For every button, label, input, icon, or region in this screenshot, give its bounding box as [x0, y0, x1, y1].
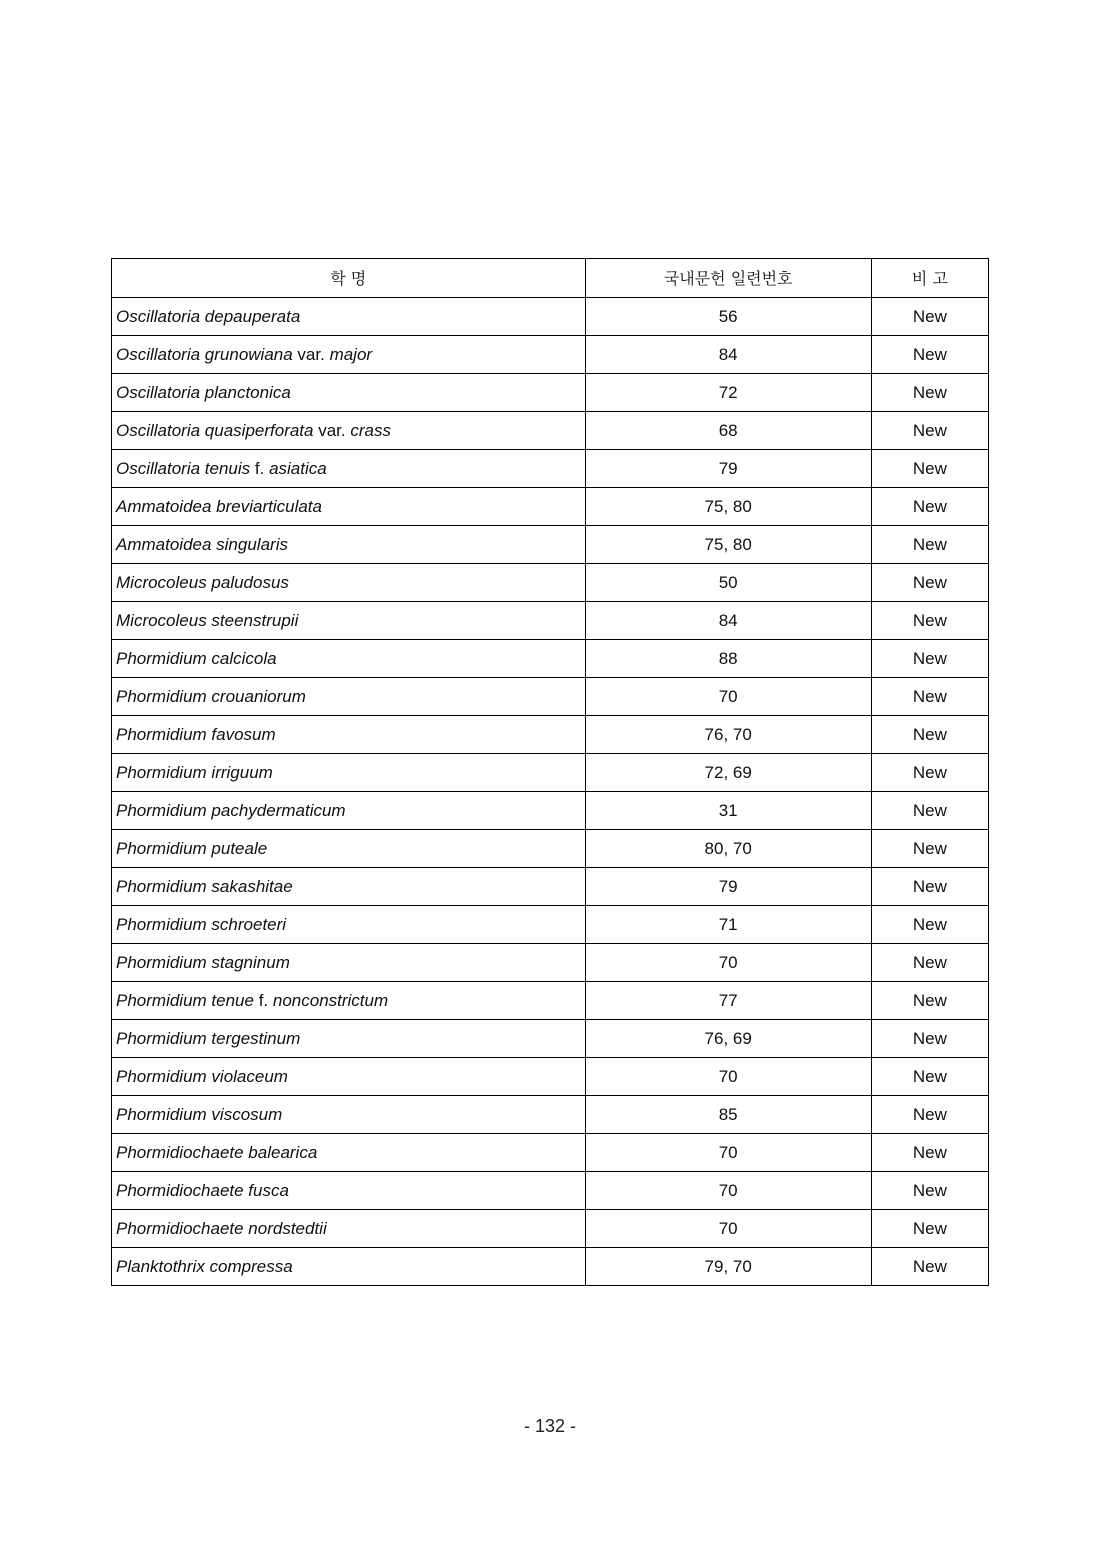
reference-number-cell: 56 [585, 298, 871, 336]
remarks-cell: New [871, 906, 988, 944]
species-name-italic: Phormidium violaceum [116, 1067, 288, 1086]
reference-number-cell: 79, 70 [585, 1248, 871, 1286]
species-name-italic: Phormidium stagninum [116, 953, 290, 972]
remarks-cell: New [871, 1134, 988, 1172]
species-name-italic: major [329, 345, 373, 364]
table-row [112, 374, 989, 412]
species-name-italic: Phormidium crouaniorum [116, 687, 306, 706]
species-name-cell [112, 1096, 586, 1134]
species-name-italic: Planktothrix compressa [116, 1257, 293, 1276]
species-name-cell [112, 754, 586, 792]
species-name-cell [112, 1248, 586, 1286]
header-remarks: 비 고 [871, 259, 988, 298]
species-name-italic: Phormidium favosum [116, 725, 276, 744]
species-name-italic: Phormidiochaete balearica [116, 1143, 318, 1162]
species-name-cell [112, 830, 586, 868]
species-name-cell [112, 450, 586, 488]
table-row [112, 640, 989, 678]
species-name-cell [112, 526, 586, 564]
reference-number-cell: 84 [585, 336, 871, 374]
remarks-cell: New [871, 374, 988, 412]
remarks-cell: New [871, 944, 988, 982]
table-row [112, 526, 989, 564]
reference-number-cell: 80, 70 [585, 830, 871, 868]
table-row [112, 488, 989, 526]
species-name-cell [112, 488, 586, 526]
species-name-rank: f. [250, 459, 270, 478]
reference-number-cell: 77 [585, 982, 871, 1020]
reference-number-cell: 76, 69 [585, 1020, 871, 1058]
reference-number-cell: 76, 70 [585, 716, 871, 754]
species-name-italic: asiatica [269, 459, 327, 478]
table-row [112, 982, 989, 1020]
species-name-cell [112, 1020, 586, 1058]
species-name-italic: Phormidium tergestinum [116, 1029, 301, 1048]
remarks-cell: New [871, 716, 988, 754]
species-table [111, 258, 989, 1286]
species-name-italic: Phormidium schroeteri [116, 915, 287, 934]
species-name-cell [112, 336, 586, 374]
table-row [112, 792, 989, 830]
species-name-italic: nonconstrictum [272, 991, 389, 1010]
species-name-italic: Oscillatoria quasiperforata [116, 421, 314, 440]
species-name-cell [112, 412, 586, 450]
species-name-italic: Oscillatoria grunowiana [116, 345, 293, 364]
reference-number-cell: 70 [585, 944, 871, 982]
species-name-cell [112, 678, 586, 716]
species-name-italic: Phormidiochaete fusca [116, 1181, 289, 1200]
table-row [112, 716, 989, 754]
species-name-cell [112, 298, 586, 336]
species-name-cell [112, 1058, 586, 1096]
remarks-cell: New [871, 450, 988, 488]
species-name-italic: Phormidium pachydermaticum [116, 801, 346, 820]
table-row [112, 336, 989, 374]
remarks-cell: New [871, 526, 988, 564]
species-name-cell [112, 906, 586, 944]
reference-number-cell: 79 [585, 868, 871, 906]
species-name-italic: Phormidium irriguum [116, 763, 273, 782]
table-row [112, 868, 989, 906]
table-row [112, 1172, 989, 1210]
species-name-italic: Phormidium puteale [116, 839, 268, 858]
table-row [112, 450, 989, 488]
table-row [112, 412, 989, 450]
remarks-cell: New [871, 1172, 988, 1210]
reference-number-cell: 72 [585, 374, 871, 412]
table-row [112, 1058, 989, 1096]
species-name-italic: Ammatoidea breviarticulata [116, 497, 322, 516]
reference-number-cell: 70 [585, 1058, 871, 1096]
reference-number-cell: 70 [585, 678, 871, 716]
table-row [112, 1210, 989, 1248]
remarks-cell: New [871, 678, 988, 716]
reference-number-cell: 88 [585, 640, 871, 678]
species-name-italic: Phormidium tenue [116, 991, 254, 1010]
reference-number-cell: 84 [585, 602, 871, 640]
remarks-cell: New [871, 1248, 988, 1286]
species-name-italic: Phormidium viscosum [116, 1105, 283, 1124]
remarks-cell: New [871, 564, 988, 602]
reference-number-cell: 70 [585, 1172, 871, 1210]
reference-number-cell: 31 [585, 792, 871, 830]
table-row [112, 830, 989, 868]
reference-number-cell: 68 [585, 412, 871, 450]
reference-number-cell: 50 [585, 564, 871, 602]
reference-number-cell: 70 [585, 1210, 871, 1248]
header-scientific-name: 학 명 [112, 259, 586, 298]
table-row [112, 754, 989, 792]
species-name-cell [112, 944, 586, 982]
remarks-cell: New [871, 1210, 988, 1248]
species-name-cell [112, 982, 586, 1020]
species-name-italic: crass [350, 421, 391, 440]
species-name-cell [112, 1172, 586, 1210]
species-name-italic: Phormidiochaete nordstedtii [116, 1219, 327, 1238]
remarks-cell: New [871, 1058, 988, 1096]
table-row [112, 298, 989, 336]
species-name-cell [112, 1210, 586, 1248]
reference-number-cell: 71 [585, 906, 871, 944]
reference-number-cell: 70 [585, 1134, 871, 1172]
header-row [112, 259, 989, 298]
page-number: - 132 - [523, 1416, 577, 1436]
reference-number-cell: 85 [585, 1096, 871, 1134]
species-name-rank: var. [292, 345, 330, 364]
species-name-italic: Microcoleus paludosus [116, 573, 289, 592]
table-body [112, 298, 989, 1286]
remarks-cell: New [871, 336, 988, 374]
species-name-cell [112, 602, 586, 640]
table-row [112, 944, 989, 982]
table-row [112, 1134, 989, 1172]
remarks-cell: New [871, 1096, 988, 1134]
remarks-cell: New [871, 982, 988, 1020]
species-name-cell [112, 640, 586, 678]
table-row [112, 1020, 989, 1058]
remarks-cell: New [871, 868, 988, 906]
remarks-cell: New [871, 488, 988, 526]
table-row [112, 678, 989, 716]
remarks-cell: New [871, 754, 988, 792]
species-name-italic: Phormidium calcicola [116, 649, 277, 668]
table-row [112, 906, 989, 944]
species-name-italic: Oscillatoria depauperata [116, 307, 301, 326]
species-name-cell [112, 564, 586, 602]
species-name-italic: Oscillatoria planctonica [116, 383, 291, 402]
species-name-italic: Oscillatoria tenuis [116, 459, 251, 478]
remarks-cell: New [871, 640, 988, 678]
header-reference-number: 국내문헌 일련번호 [585, 259, 871, 298]
species-name-italic: Microcoleus steenstrupii [116, 611, 299, 630]
table-header [112, 259, 989, 298]
reference-number-cell: 75, 80 [585, 526, 871, 564]
species-name-rank: f. [253, 991, 273, 1010]
table-row [112, 564, 989, 602]
remarks-cell: New [871, 1020, 988, 1058]
species-name-cell [112, 374, 586, 412]
remarks-cell: New [871, 412, 988, 450]
species-name-italic: Phormidium sakashitae [116, 877, 293, 896]
species-name-italic: Ammatoidea singularis [116, 535, 288, 554]
remarks-cell: New [871, 602, 988, 640]
species-name-rank: var. [313, 421, 351, 440]
species-name-cell [112, 1134, 586, 1172]
species-name-cell [112, 868, 586, 906]
remarks-cell: New [871, 792, 988, 830]
reference-number-cell: 79 [585, 450, 871, 488]
reference-number-cell: 72, 69 [585, 754, 871, 792]
species-name-cell [112, 716, 586, 754]
table-row [112, 1248, 989, 1286]
remarks-cell: New [871, 830, 988, 868]
reference-number-cell: 75, 80 [585, 488, 871, 526]
table-row [112, 602, 989, 640]
species-name-cell [112, 792, 586, 830]
table-row [112, 1096, 989, 1134]
remarks-cell: New [871, 298, 988, 336]
